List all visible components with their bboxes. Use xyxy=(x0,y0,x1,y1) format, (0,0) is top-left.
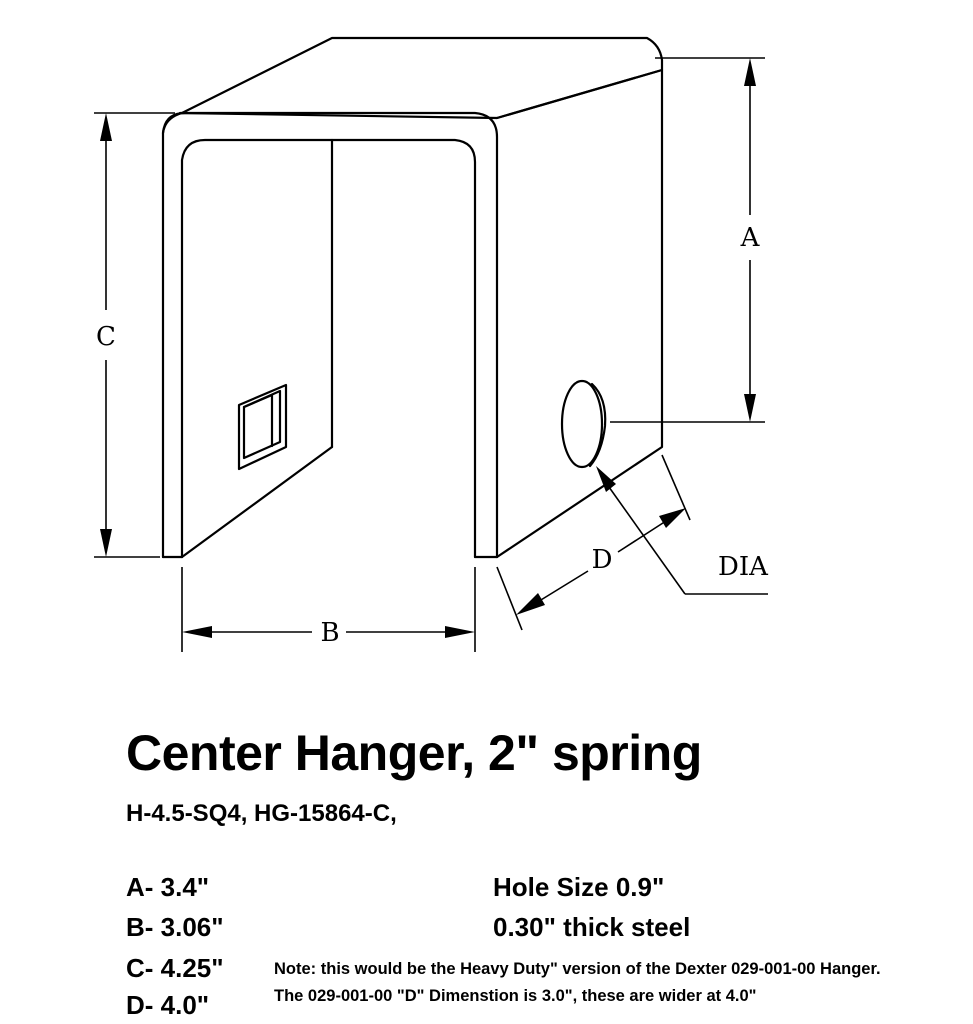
inner-floor-edge xyxy=(182,447,332,557)
note-line-2: The 029-001-00 "D" Dimenstion is 3.0", these are wider at 4.0" xyxy=(274,987,757,1005)
dimension-d-label: D xyxy=(591,545,613,575)
hanger-outer-u xyxy=(163,113,497,557)
spec-b: B- 3.06" xyxy=(126,912,224,942)
square-hole xyxy=(239,385,286,469)
spec-a: A- 3.4" xyxy=(126,872,210,902)
hanger-inner-u xyxy=(182,140,475,557)
dimension-a-label: A xyxy=(740,223,760,253)
dia-leader xyxy=(596,466,769,594)
spec-c: C- 4.25" xyxy=(126,953,224,983)
hanger-body xyxy=(163,38,662,557)
dia-label: DIA xyxy=(718,552,768,582)
round-hole xyxy=(562,381,605,467)
part-numbers: H-4.5-SQ4, HG-15864-C, xyxy=(126,800,397,827)
spec-d: D- 4.0" xyxy=(126,990,210,1020)
thickness-spec: 0.30" thick steel xyxy=(493,912,691,942)
dimension-b xyxy=(182,567,475,652)
hanger-top-face xyxy=(163,38,662,133)
hanger-right-face xyxy=(497,70,662,557)
page-title: Center Hanger, 2" spring xyxy=(126,725,702,781)
dimension-a xyxy=(610,58,765,422)
note-line-1: Note: this would be the Heavy Duty" version of the Dexter 029-001-00 Hanger. xyxy=(274,960,881,978)
hole-size-spec: Hole Size 0.9" xyxy=(493,872,665,902)
dimension-b-label: B xyxy=(320,618,340,648)
dimension-d xyxy=(497,455,690,630)
dimension-c-label: C xyxy=(96,322,116,352)
